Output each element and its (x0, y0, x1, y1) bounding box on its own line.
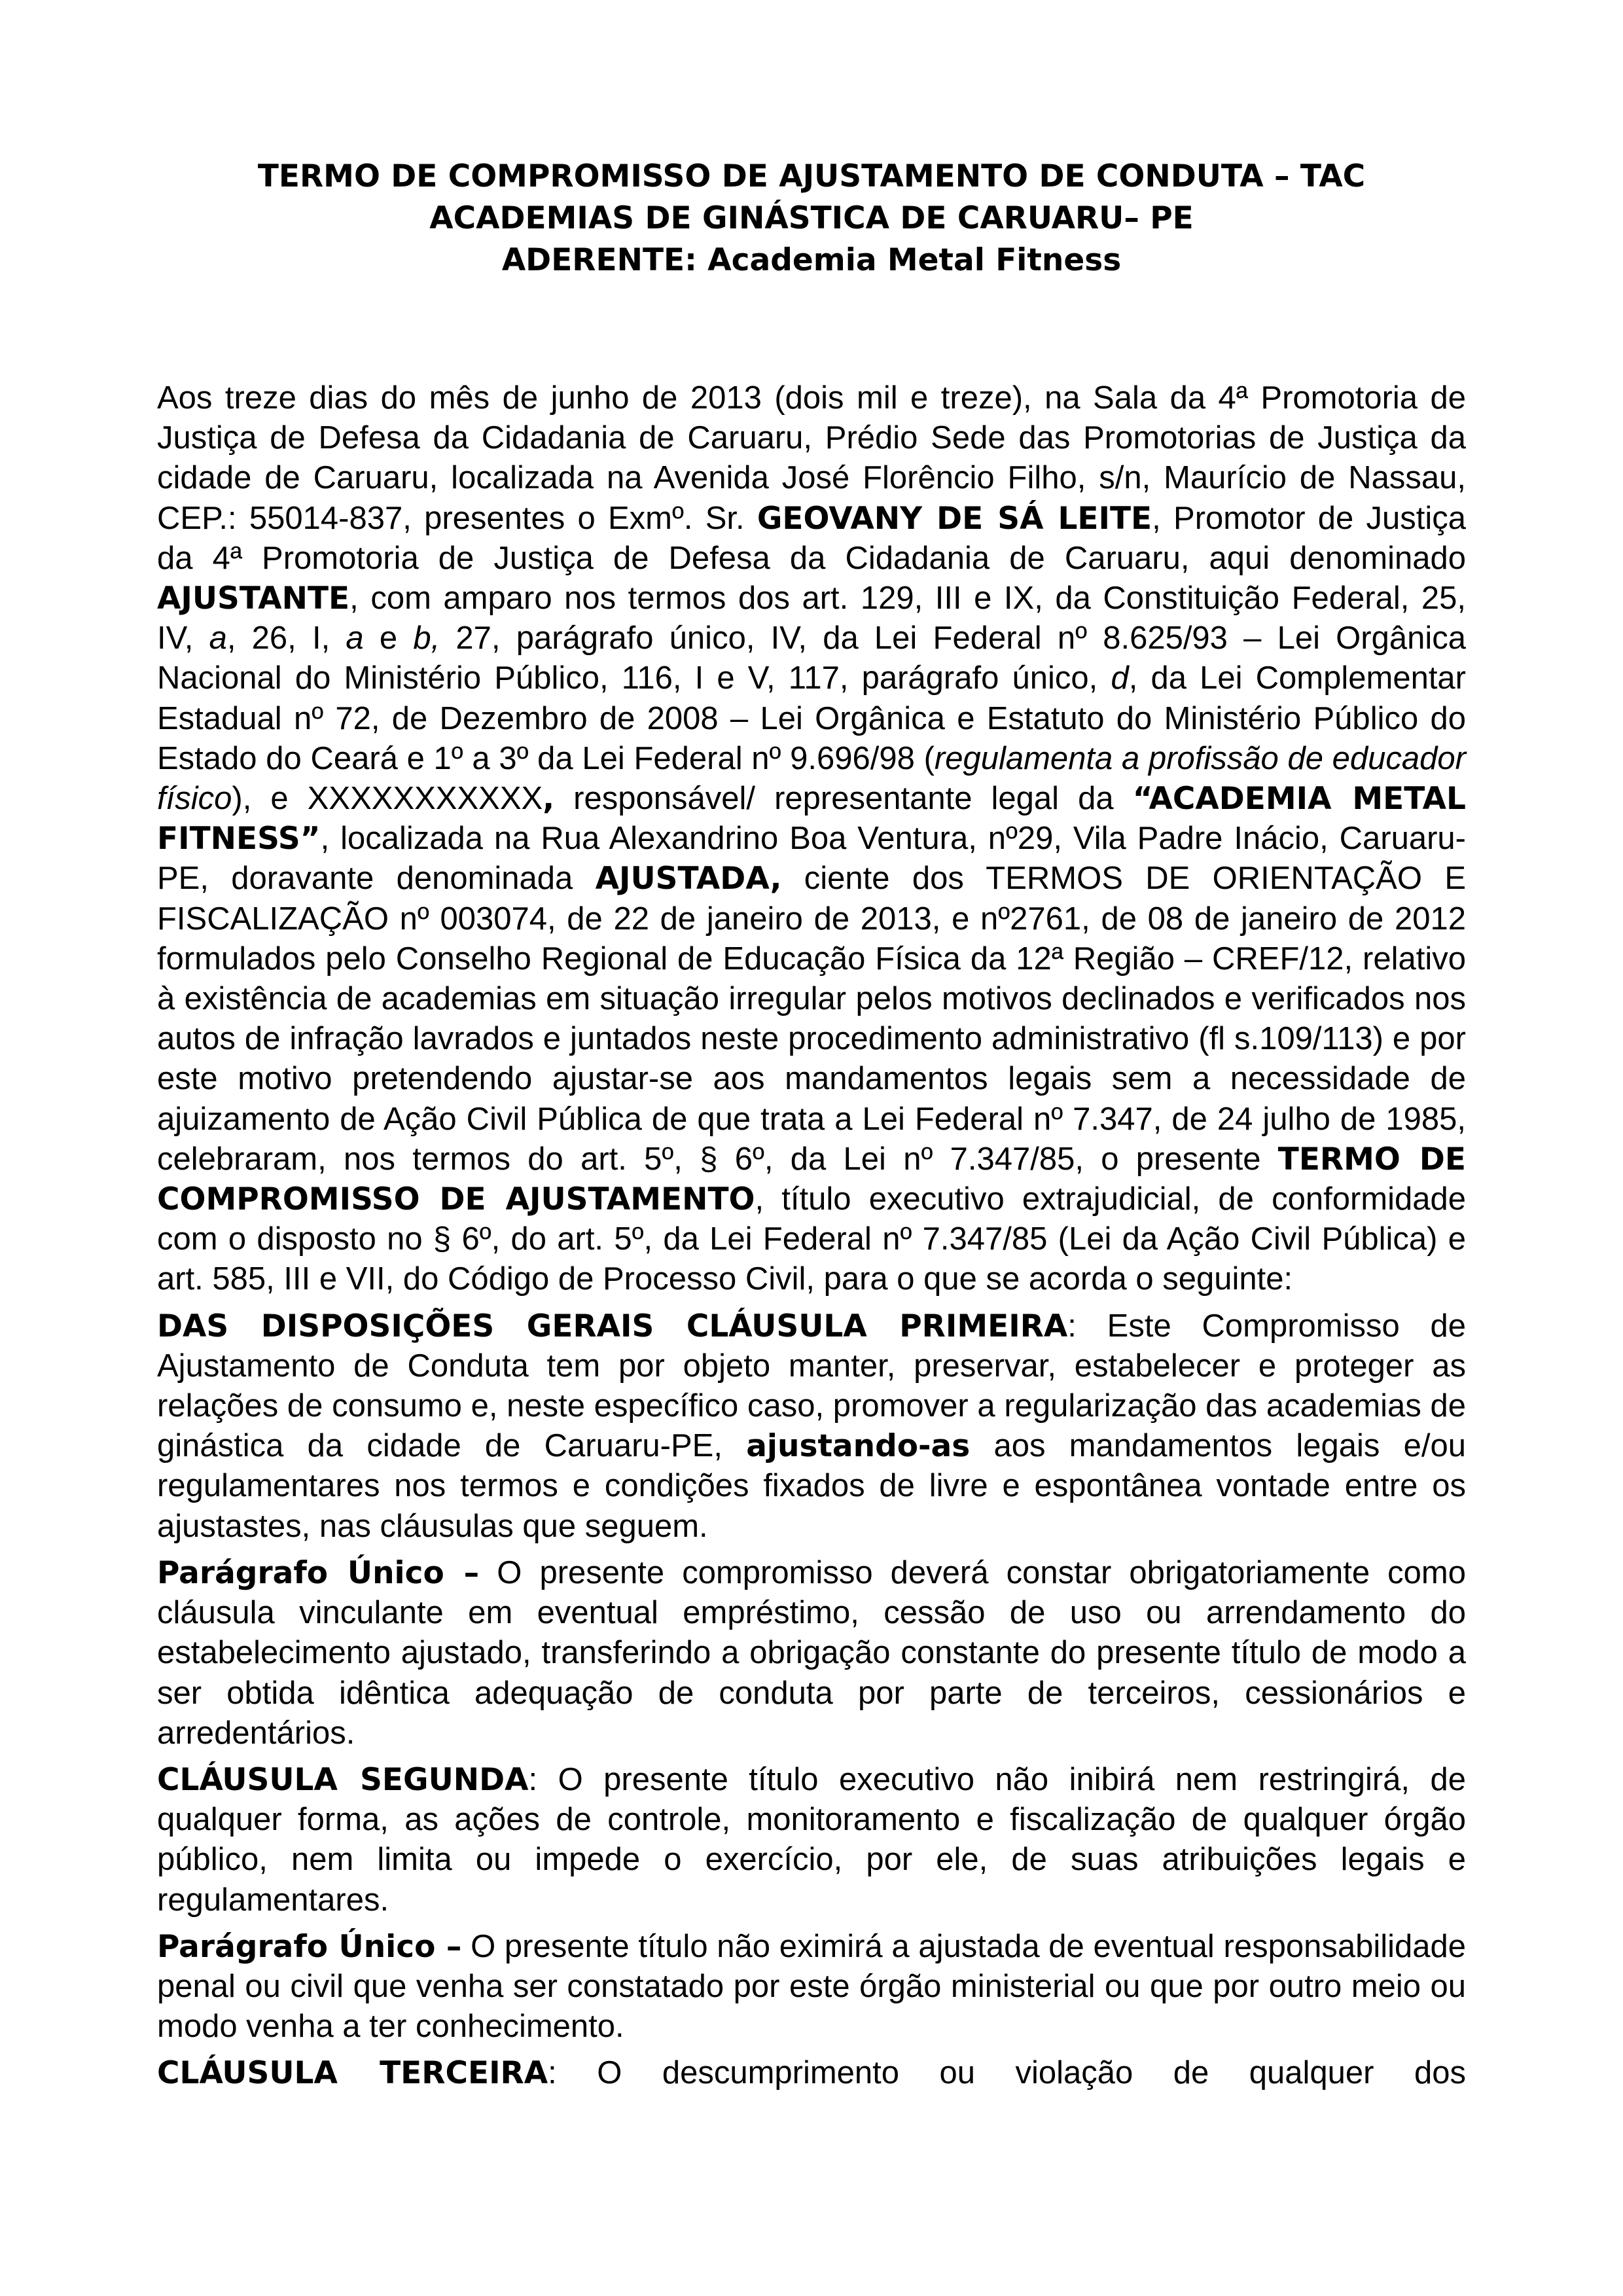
ajustada-term: AJUSTADA, (595, 861, 782, 897)
document-header (157, 156, 1466, 281)
clause-third-paragraph: CLÁUSULA TERCEIRA: O descumprimento ou violação de qualquer dos (157, 2055, 1466, 2092)
document-subtitle: ACADEMIAS DE GINÁSTICA DE CARUARU– PE (429, 200, 1194, 236)
academy-name: “ACADEMIA METAL FITNESS” (157, 781, 1466, 857)
document-adherent: ADERENTE: Academia Metal Fitness (501, 242, 1122, 278)
sole-paragraph-heading: Parágrafo Único – (157, 1554, 480, 1591)
document-body (157, 378, 1466, 2094)
clause-second-heading: CLÁUSULA SEGUNDA (157, 1761, 529, 1798)
clause-first-heading: DAS DISPOSIÇÕES GERAIS CLÁUSULA PRIMEIRA (157, 1308, 1068, 1344)
clause-first-sole-paragraph: Parágrafo Único – O presente compromisso deverá constar obrigatoriamente como cláusula vinculante em eventual empréstimo, cessão de uso ou arrendamento do estabelecimento ajustado, transferindo a obrigação constante do presente título de modo a ser obtida idêntica adequação de conduta por parte de terceiros, cessionários e arredentários. (157, 1554, 1466, 1751)
sole-paragraph-heading: Parágrafo Único – (157, 1928, 462, 1965)
clause-second-paragraph: CLÁUSULA SEGUNDA: O presente título executivo não inibirá nem restringirá, de qualquer forma, as ações de controle, monitoramento e fiscalização de qualquer órgão público, nem limita ou impede o exercício, por ele, de suas atribuições legais e regulamentares. (157, 1761, 1466, 1918)
clause-first-paragraph: DAS DISPOSIÇÕES GERAIS CLÁUSULA PRIMEIRA: Este Compromisso de Ajustamento de Conduta tem por objeto manter, preservar, estabelecer e proteger as relações de consumo e, neste específico caso, promover a regularização das academias de ginástica da cidade de Caruaru-PE, ajustando-as aos mandamentos legais e/ou regulamentares nos termos e condições fixados de livre e espontânea vontade entre os ajustastes, nas cláusulas que seguem. (157, 1308, 1466, 1544)
promotor-name: GEOVANY DE SÁ LEITE (757, 500, 1152, 537)
preamble-paragraph: Aos treze dias do mês de junho de 2013 (dois mil e treze), na Sala da 4ª Promotoria de Justiça de Defesa da Cidadania de Caruaru, Prédio Sede das Promotorias de Justiça da cidade de Caruaru, localizada na Avenida José Florêncio Filho, s/n, Maurício de Nassau, CEP.: 55014-837, presentes o Exmº. Sr. GEOVANY DE SÁ LEITE, Promotor de Justiça da 4ª Promotoria de Justiça de Defesa da Cidadania de Caruaru, aqui denominado AJUSTANTE, com amparo nos termos dos art. 129, III e IX, da Constituição Federal, 25, IV, a, 26, I, a e b, 27, parágrafo único, IV, da Lei Federal nº 8.625/93 – Lei Orgânica Nacional do Ministério Público, 116, I e V, 117, parágrafo único, d, da Lei Complementar Estadual nº 72, de Dezembro de 2008 – Lei Orgânica e Estatuto do Ministério Público do Estado do Ceará e 1º a 3º da Lei Federal nº 9.696/98 (regulamenta a profissão de educador físico), e XXXXXXXXXXX, responsável/ representante legal da “ACADEMIA METAL FITNESS”, localizada na Rua Alexandrino Boa Ventura, nº29, Vila Padre Inácio, Caruaru-PE, doravante denominada AJUSTADA, ciente dos TERMOS DE ORIENTAÇÃO E FISCALIZAÇÃO nº 003074, de 22 de janeiro de 2013, e nº2761, de 08 de janeiro de 2012 formulados pelo Conselho Regional de Educação Física da 12ª Região – CREF/12, relativo à existência de academias em situação irregular pelos motivos declinados e verificados nos autos de infração lavrados e juntados neste procedimento administrativo (fl s.109/113) e por este motivo pretendendo ajustar-se aos mandamentos legais sem a necessidade de ajuizamento de Ação Civil Pública de que trata a Lei Federal nº 7.347, de 24 julho de 1985, celebraram, nos termos do art. 5º, § 6º, da Lei nº 7.347/85, o presente TERMO DE COMPROMISSO DE AJUSTAMENTO, título executivo extrajudicial, de conformidade com o disposto no § 6º, do art. 5º, da Lei Federal nº 7.347/85 (Lei da Ação Civil Pública) e art. 585, III e VII, do Código de Processo Civil, para o que se acorda o seguinte: (157, 380, 1467, 1297)
ajustante-term: AJUSTANTE (157, 581, 350, 617)
clause-second-sole-paragraph: Parágrafo Único – O presente título não eximirá a ajustada de eventual responsabilidade penal ou civil que venha ser constatado por este órgão ministerial ou que por outro meio ou modo venha a ter conhecimento. (157, 1928, 1466, 2045)
tac-term: TERMO DE COMPROMISSO DE AJUSTAMENTO (157, 1141, 1466, 1218)
clause-third-heading: CLÁUSULA TERCEIRA (157, 2055, 548, 2092)
document-title: TERMO DE COMPROMISSO DE AJUSTAMENTO DE CONDUTA – TAC (257, 158, 1366, 194)
